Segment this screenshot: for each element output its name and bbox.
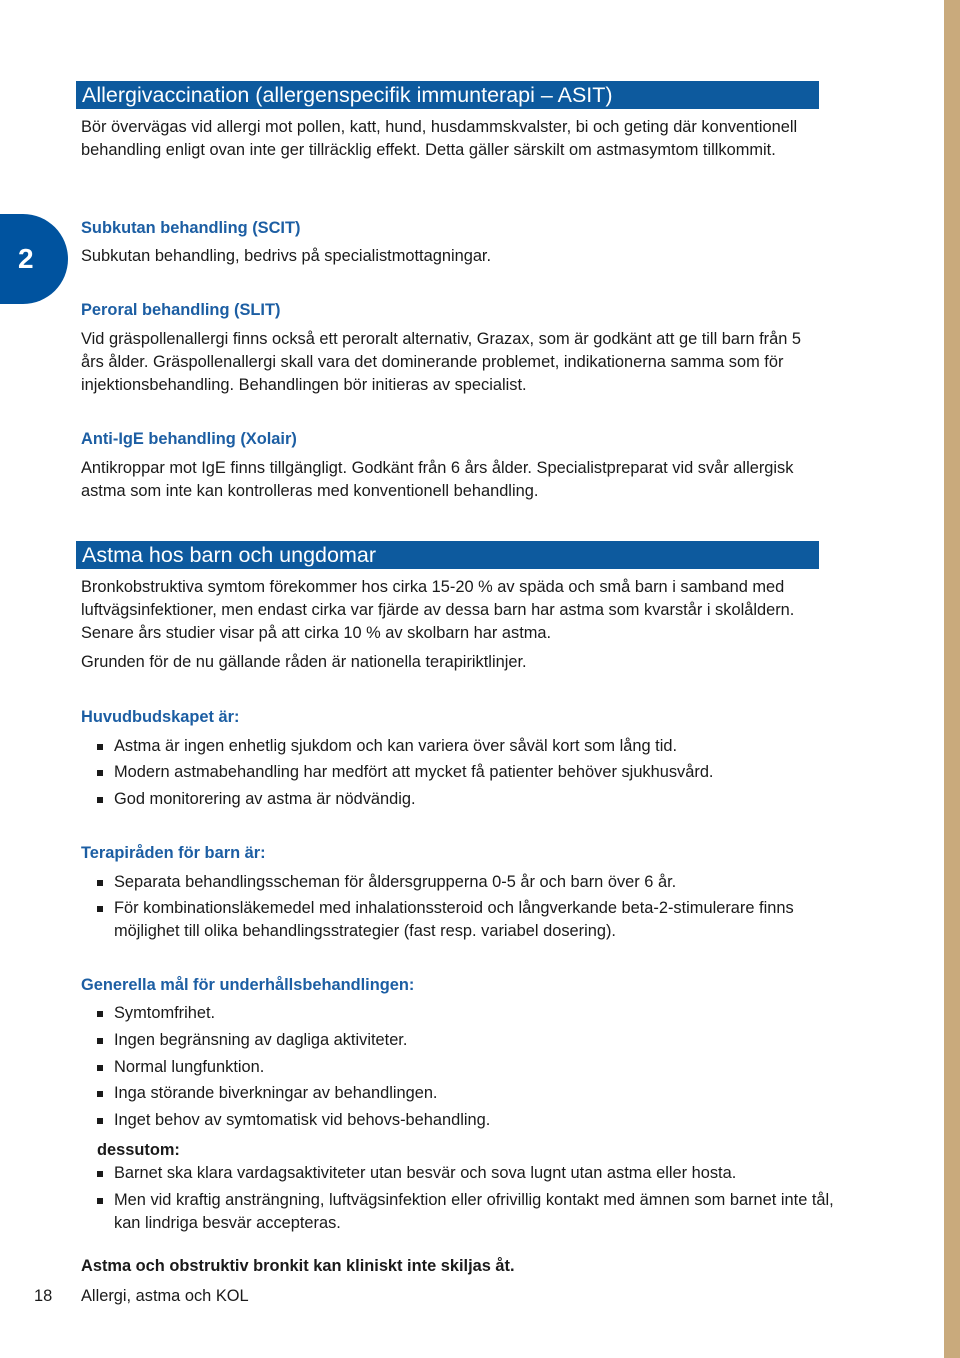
slit-heading: Peroral behandling (SLIT) bbox=[81, 301, 281, 319]
section-heading-barn bbox=[76, 541, 819, 569]
bullet-square-icon bbox=[97, 906, 103, 912]
closing-statement: Astma och obstruktiv bronkit kan kliniskt inte skiljas åt. bbox=[81, 1257, 515, 1275]
bullet-square-icon bbox=[97, 770, 103, 776]
barn-para-2: Grunden för de nu gällande råden är nationella terapiriktlinjer. bbox=[81, 653, 527, 671]
list-item-text: God monitorering av astma är nödvändig. bbox=[114, 790, 416, 808]
slit-text: Vid gräspollenallergi finns också ett peroralt alternativ, Grazax, som är godkänt att ge till barn från 5 års ålder. Gräspollenallergi skall vara det dominerande problemet, indikationerna samma som för injektionsbehandling. Behandlingen bör initieras av specialist. bbox=[81, 330, 802, 394]
list-item bbox=[97, 761, 834, 784]
list-item-text: Men vid kraftig ansträngning, luftvägsinfektion eller ofrivillig kontakt med ämnen som barnet inte tål, kan lindriga besvär accepteras. bbox=[114, 1191, 834, 1232]
bullet-square-icon bbox=[97, 1038, 103, 1044]
section-heading-asit bbox=[76, 81, 819, 109]
page-edge-bar bbox=[944, 0, 960, 1358]
bullet-square-icon bbox=[97, 1011, 103, 1017]
page-number: 18 bbox=[34, 1287, 53, 1305]
bullet-square-icon bbox=[97, 880, 103, 886]
list-item-text: Ingen begränsning av dagliga aktiviteter. bbox=[114, 1031, 408, 1049]
bullet-square-icon bbox=[97, 1171, 103, 1177]
list-item-text: Normal lungfunktion. bbox=[114, 1058, 265, 1076]
list-item-text: Inga störande biverkningar av behandlingen. bbox=[114, 1084, 438, 1102]
list-item bbox=[97, 1189, 834, 1235]
bullet-square-icon bbox=[97, 1118, 103, 1124]
list-item-text: Symtomfrihet. bbox=[114, 1004, 216, 1022]
list-item bbox=[97, 871, 834, 894]
bullet-square-icon bbox=[97, 797, 103, 803]
list-item bbox=[97, 1162, 834, 1185]
antiige-heading: Anti-IgE behandling (Xolair) bbox=[81, 430, 297, 448]
list-item bbox=[97, 1002, 834, 1025]
bullet-square-icon bbox=[97, 1198, 103, 1204]
dessutom-label: dessutom: bbox=[97, 1141, 180, 1159]
list-item bbox=[97, 1109, 834, 1132]
antiige-text: Antikroppar mot IgE finns tillgängligt. Godkänt från 6 års ålder. Specialistpreparat vid svår allergisk astma som inte kan kontrolleras med konventionell behandling. bbox=[81, 459, 794, 500]
list-item-text: Modern astmabehandling har medfört att mycket få patienter behöver sjukhusvård. bbox=[114, 763, 714, 781]
huvudbudskap-heading: Huvudbudskapet är: bbox=[81, 708, 240, 726]
list-item-text: Barnet ska klara vardagsaktiviteter utan besvär och sova lugnt utan astma eller hosta. bbox=[114, 1164, 737, 1182]
chapter-number: 2 bbox=[18, 243, 34, 274]
barn-para-1: Bronkobstruktiva symtom förekommer hos cirka 15-20 % av späda och små barn i samband med luftvägsinfektioner, men endast cirka var fjärde av dessa barn har astma som kvarstår i skolåldern. Senare års studier visar på att cirka 10 % av skolbarn har astma. bbox=[81, 578, 795, 642]
footer-title: Allergi, astma och KOL bbox=[81, 1287, 249, 1305]
list-item-text: För kombinationsläkemedel med inhalationssteroid och långverkande beta-2-stimulerare finns möjlighet till olika behandlingsstrategier (fast resp. variabel dosering). bbox=[114, 899, 794, 940]
list-item bbox=[97, 897, 834, 943]
list-item bbox=[97, 788, 834, 811]
bullet-square-icon bbox=[97, 1091, 103, 1097]
section-title-asit: Allergivaccination (allergenspecifik immunterapi – ASIT) bbox=[82, 83, 613, 107]
list-item-text: Separata behandlingsscheman för åldersgrupperna 0-5 år och barn över 6 år. bbox=[114, 873, 677, 891]
list-item bbox=[97, 1029, 834, 1052]
list-item bbox=[97, 1056, 834, 1079]
bullet-square-icon bbox=[97, 1065, 103, 1071]
section-title-barn: Astma hos barn och ungdomar bbox=[82, 543, 376, 567]
asit-intro: Bör övervägas vid allergi mot pollen, katt, hund, husdammskvalster, bi och geting där konventionell behandling enligt ovan inte ger tillräcklig effekt. Detta gäller särskilt om astmasymtom tillkommit. bbox=[81, 118, 798, 159]
list-item-text: Astma är ingen enhetlig sjukdom och kan variera över såväl kort som lång tid. bbox=[114, 737, 678, 755]
scit-heading: Subkutan behandling (SCIT) bbox=[81, 219, 301, 237]
bullet-square-icon bbox=[97, 744, 103, 750]
list-item bbox=[97, 735, 834, 758]
mal-heading: Generella mål för underhållsbehandlingen: bbox=[81, 976, 415, 994]
list-item bbox=[97, 1082, 834, 1105]
scit-text: Subkutan behandling, bedrivs på specialistmottagningar. bbox=[81, 247, 492, 265]
chapter-tab bbox=[0, 214, 68, 304]
list-item-text: Inget behov av symtomatisk vid behovs-behandling. bbox=[114, 1111, 491, 1129]
terapirad-heading: Terapiråden för barn är: bbox=[81, 844, 266, 862]
